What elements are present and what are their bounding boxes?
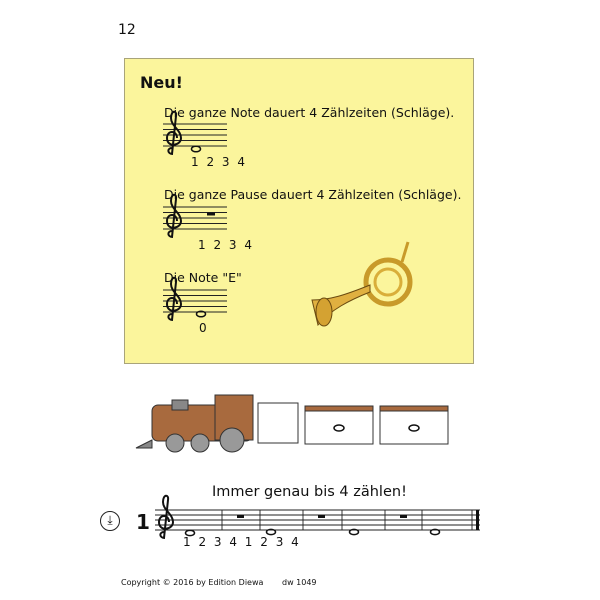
- french-horn-illustration: [312, 242, 410, 326]
- whole-note-count: 1 2 3 4: [191, 155, 247, 169]
- note-e-fingering: 0: [199, 321, 209, 335]
- staff-whole-rest: [163, 195, 227, 237]
- exercise-count: 1 2 3 4 1 2 3 4: [183, 535, 301, 549]
- download-icon[interactable]: ⤓: [100, 511, 120, 531]
- whole-note-text: Die ganze Note dauert 4 Zählzeiten (Schläge).: [164, 105, 455, 120]
- page-number: 12: [118, 22, 136, 38]
- staff-whole-note: [163, 112, 227, 154]
- whole-rest-count: 1 2 3 4: [198, 238, 254, 252]
- whole-rest-text: Die ganze Pause dauert 4 Zählzeiten (Schläge).: [164, 187, 462, 202]
- staff-note-e: [163, 278, 227, 320]
- exercise-number: 1: [136, 510, 150, 534]
- box-heading: Neu!: [140, 73, 183, 92]
- catalog-code: dw 1049: [282, 578, 317, 587]
- copyright: Copyright © 2016 by Edition Diewa: [121, 578, 264, 587]
- note-e-text: Die Note "E": [164, 270, 242, 285]
- train-illustration: [136, 395, 448, 452]
- exercise-title: Immer genau bis 4 zählen!: [212, 484, 407, 500]
- exercise-staff: [155, 496, 480, 538]
- whole-note: [192, 146, 201, 152]
- whole-rest: [207, 213, 215, 216]
